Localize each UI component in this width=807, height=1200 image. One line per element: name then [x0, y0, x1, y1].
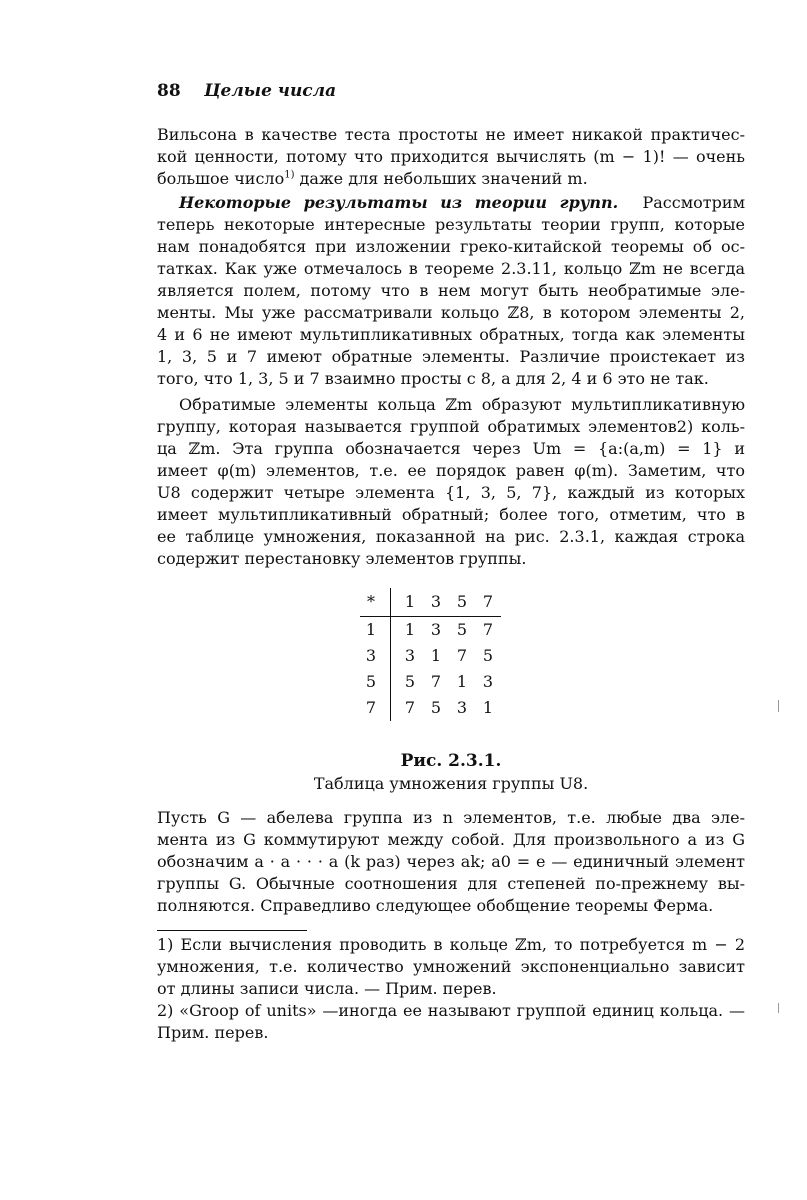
- footnotes: [157, 934, 745, 1044]
- text-line: татках. Как уже отмечалось в теореме 2.3.11, кольцо ℤm не всегда: [157, 259, 745, 278]
- footnote-1-line: умножения, т.е. количество умножений экспоненциально зависит: [157, 957, 745, 976]
- table-cell: 7: [482, 620, 494, 639]
- footnote-2-line: 2) «Groop of units» —иногда ее называют группой единиц кольца. —: [157, 1001, 745, 1020]
- scan-mark: [778, 1003, 779, 1013]
- paragraph-invertible-elements: [157, 394, 745, 570]
- figure-label: Рис. 2.3.1.: [400, 751, 502, 771]
- table-cell: 5: [482, 646, 494, 665]
- text-line: менты. Мы уже рассматривали кольцо ℤ8, в котором элементы 2,: [157, 303, 745, 322]
- column-header: 3: [423, 588, 449, 617]
- text-line: Пусть G — абелева группа из n элементов, т.е. любые два эле-: [157, 808, 745, 827]
- text-line: U8 содержит четыре элемента {1, 3, 5, 7}, каждый из которых: [157, 483, 745, 502]
- text-line: имеет мультипликативный обратный; более того, отметим, что в: [157, 505, 745, 524]
- column-header: 1: [391, 588, 424, 617]
- footnote-1-line: от длины записи числа. — Прим. перев.: [157, 979, 497, 998]
- page-number: 88: [157, 81, 181, 101]
- table-row: [360, 695, 501, 721]
- column-header: 5: [449, 588, 475, 617]
- text-line: 4 и 6 не имеют мультипликативных обратных, тогда как элементы: [157, 325, 745, 344]
- text-line: группы G. Обычные соотношения для степеней по-прежнему вы-: [157, 874, 745, 893]
- table-cell: 7: [430, 672, 442, 691]
- text-line: 1, 3, 5 и 7 имеют обратные элементы. Различие проистекает из: [157, 347, 745, 366]
- footnote-2-line: Прим. перев.: [157, 1023, 269, 1042]
- table-cell: 3: [482, 672, 494, 691]
- table-cell: 1: [482, 698, 494, 717]
- page-header: [157, 80, 336, 102]
- table-row: [360, 669, 501, 695]
- text-line: имеет φ(m) элементов, т.е. ее порядок равен φ(m). Заметим, что: [157, 461, 745, 480]
- text-line: группу, которая называется группой обратимых элементов2) коль-: [157, 417, 745, 436]
- text-line: полняются. Справедливо следующее обобщение теоремы Ферма.: [157, 896, 714, 915]
- text-line: ее таблице умножения, показанной на рис. 2.3.1, каждая строка: [157, 527, 745, 546]
- row-header: 1: [360, 617, 391, 644]
- row-header: 7: [360, 695, 391, 721]
- table-cell: 1: [404, 620, 416, 639]
- text-line: большое число$^{1)}$ даже для небольших значений m.: [157, 169, 588, 188]
- table-cell: 5: [404, 672, 416, 691]
- text-line: того, что 1, 3, 5 и 7 взаимно просты с 8, а для 2, 4 и 6 это не так.: [157, 369, 709, 388]
- text-line: содержит перестановку элементов группы.: [157, 549, 527, 568]
- text-line: кой ценности, потому что приходится вычислять (m − 1)! — очень: [157, 147, 745, 166]
- footnote-1-line: 1) Если вычисления проводить в кольце ℤm, то потребуется m − 2: [157, 935, 745, 954]
- text-line: Некоторые результаты из теории групп. Рассмотрим: [179, 193, 746, 212]
- table-cell: 7: [404, 698, 416, 717]
- text-line: мента из G коммутируют между собой. Для произвольного a из G: [157, 830, 745, 849]
- table-cell: 5: [430, 698, 442, 717]
- text-line: нам понадобятся при изложении греко-китайской теоремы об ос-: [157, 237, 745, 256]
- text-line: Вильсона в качестве теста простоты не имеет никакой практичес-: [157, 125, 745, 144]
- scan-mark: [778, 700, 779, 712]
- column-header: 7: [475, 588, 501, 617]
- cayley-table: [360, 588, 501, 721]
- section-heading: Некоторые результаты из теории групп.: [179, 193, 619, 212]
- multiplication-table: [360, 588, 501, 721]
- table-row: [360, 643, 501, 669]
- table-cell: 3: [430, 620, 442, 639]
- text-line: ца ℤm. Эта группа обозначается через Um = {a:(a,m) = 1} и: [157, 439, 745, 458]
- paragraph-wilson: [157, 124, 745, 190]
- table-cell: 7: [456, 646, 468, 665]
- table-cell: 3: [404, 646, 416, 665]
- row-header: 5: [360, 669, 391, 695]
- paragraph-abelian-group: [157, 807, 745, 917]
- figure-caption: Таблица умножения группы U8.: [313, 774, 589, 793]
- table-row: [360, 617, 501, 644]
- table-header-row: [360, 588, 501, 617]
- footnote-ref-1[interactable]: 1): [284, 169, 295, 181]
- table-cell: 1: [430, 646, 442, 665]
- paragraph-group-theory: [157, 192, 745, 390]
- text-line: является полем, потому что в нем могут быть необратимые эле-: [157, 281, 745, 300]
- text-line: обозначим a · a · · · a (k раз) через ak; a0 = e — единичный элемент: [157, 852, 745, 871]
- table-cell: 1: [456, 672, 468, 691]
- table-cell: 5: [456, 620, 468, 639]
- operation-symbol: *: [360, 588, 391, 617]
- text-line: Обратимые элементы кольца ℤm образуют мультипликативную: [179, 395, 745, 414]
- footnote-divider: [157, 930, 307, 931]
- row-header: 3: [360, 643, 391, 669]
- running-title: Целые числа: [204, 81, 337, 101]
- table-cell: 3: [456, 698, 468, 717]
- text-line: теперь некоторые интересные результаты теории групп, которые: [157, 215, 745, 234]
